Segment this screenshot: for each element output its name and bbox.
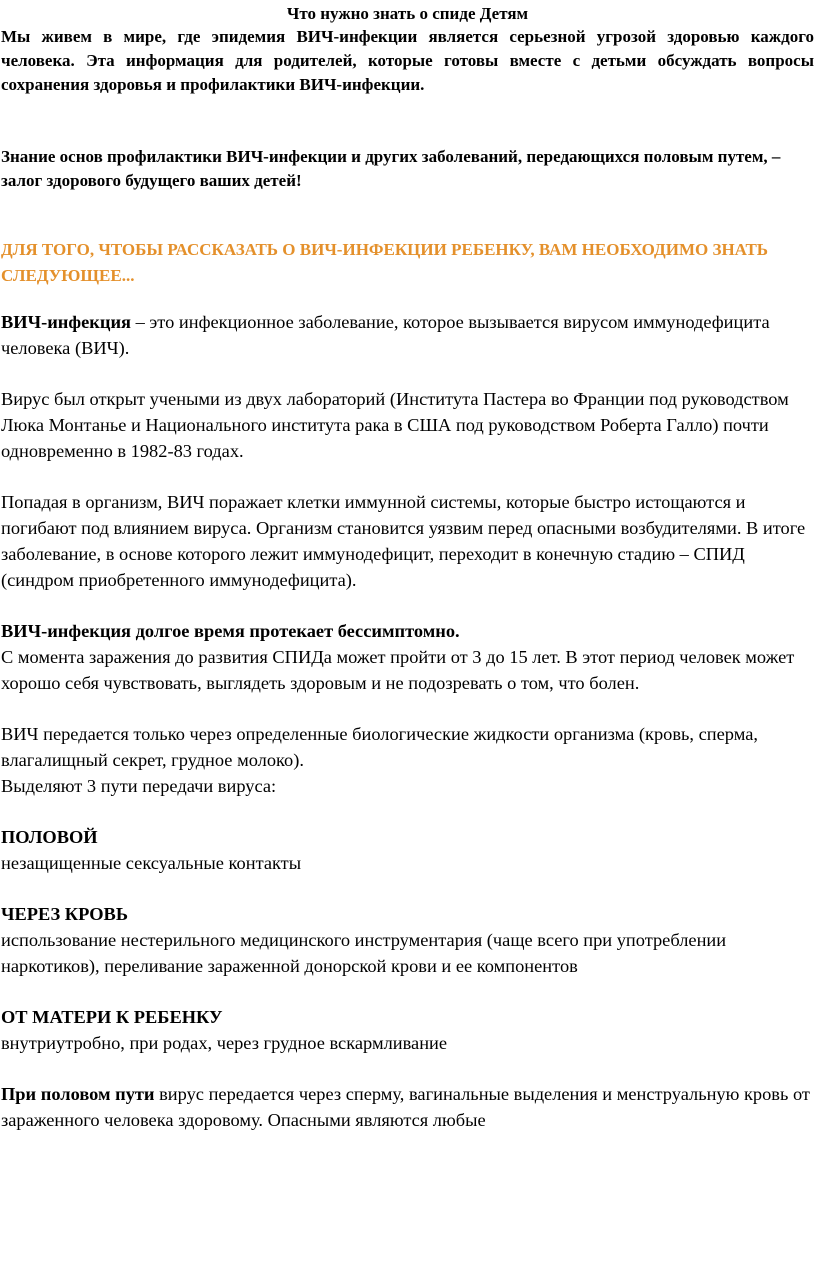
document-page: [0, 3, 816, 1261]
route-heading-mother-child: ОТ МАТЕРИ К РЕБЕНКУ: [1, 1007, 223, 1027]
definition-text: – это инфекционное заболевание, которое вызывается вирусом иммунодефицита человека (ВИЧ).: [1, 312, 770, 358]
asymptomatic-heading: ВИЧ-инфекция долгое время протекает бессимптомно.: [1, 621, 460, 641]
definition-paragraph: [1, 309, 814, 361]
section-heading-orange: ДЛЯ ТОГО, ЧТОБЫ РАССКАЗАТЬ О ВИЧ-ИНФЕКЦИИ РЕБЕНКУ, ВАМ НЕОБХОДИМО ЗНАТЬ СЛЕДУЮЩЕЕ...: [1, 240, 769, 285]
asymptomatic-paragraph: С момента заражения до развития СПИДа может пройти от 3 до 15 лет. В этот период человек может хорошо себя чувствовать, выглядеть здоровым и не подозревать о том, что болен.: [1, 647, 795, 693]
route-heading-blood: ЧЕРЕЗ КРОВЬ: [1, 904, 128, 924]
immune-paragraph: Попадая в организм, ВИЧ поражает клетки иммунной системы, которые быстро истощаются и погибают под влиянием вируса. Организм становится уязвим перед опасными возбудителями. В итоге заболевание, в основе которого лежит иммунодефицит, переходит в конечную стадию – СПИД (синдром приобретенного иммунодефицита).: [1, 492, 806, 590]
sexual-route-term: При половом пути: [1, 1084, 155, 1104]
routes-intro: Выделяют 3 пути передачи вируса:: [1, 776, 277, 796]
document-title: Что нужно знать о спиде Детям: [286, 4, 529, 23]
intro-paragraph: Мы живем в мире, где эпидемия ВИЧ-инфекции является серьезной угрозой здоровью каждого человека. Эта информация для родителей, которые готовы вместе с детьми обсуждать вопросы сохранения здоровья и профилактики ВИЧ-инфекции.: [1, 27, 814, 94]
sexual-route-text: вирус передается через сперму, вагинальные выделения и менструальную кровь от зараженного человека здоровому. Опасными являются любые: [1, 1084, 810, 1130]
fluids-paragraph: ВИЧ передается только через определенные биологические жидкости организма (кровь, сперма, влагалищный секрет, грудное молоко).: [1, 724, 758, 770]
route-text-blood: использование нестерильного медицинского инструментария (чаще всего при употреблении наркотиков), переливание зараженной донорской крови и ее компонентов: [1, 930, 727, 976]
route-text-mother-child: внутриутробно, при родах, через грудное вскармливание: [1, 1033, 448, 1053]
route-text-sexual: незащищенные сексуальные контакты: [1, 853, 302, 873]
route-heading-sexual: ПОЛОВОЙ: [1, 827, 98, 847]
discovery-paragraph: Вирус был открыт учеными из двух лабораторий (Института Пастера во Франции под руководством Люка Монтанье и Национального института рака в США под руководством Роберта Галло) почти одновременно в 1982-83 годах.: [1, 389, 789, 461]
sexual-route-paragraph: [1, 1081, 814, 1133]
definition-term: ВИЧ-инфекция: [1, 312, 132, 332]
prevention-statement: Знание основ профилактики ВИЧ-инфекции и других заболеваний, передающихся половым путем, – залог здорового будущего ваших детей!: [1, 147, 781, 190]
